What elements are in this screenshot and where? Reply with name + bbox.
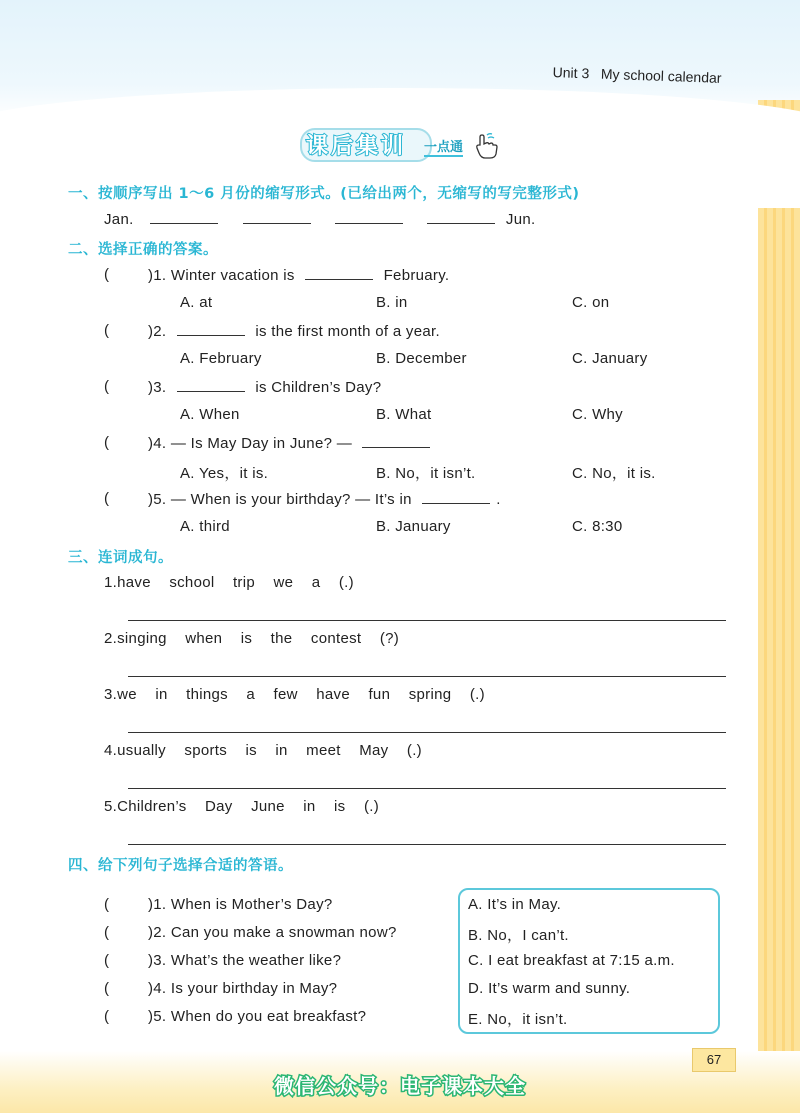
right-page-edge-stripe <box>758 100 800 1113</box>
section1-title: 一、按顺序写出 1～6 月份的缩写形式。(已给出两个，无缩写的写完整形式) <box>68 186 580 202</box>
month-blank[interactable] <box>427 210 495 224</box>
month-last: Jun. <box>505 211 536 228</box>
pointing-hand-icon <box>474 132 500 160</box>
option-a[interactable]: A. at <box>180 294 213 311</box>
answer-paren[interactable]: ( <box>104 924 109 941</box>
answer-option-e[interactable]: E. No，it isn’t. <box>468 1011 568 1028</box>
word: (.) <box>469 686 485 703</box>
question-number: )4. <box>148 980 167 997</box>
question-number: )5. <box>148 491 167 508</box>
word: in <box>275 742 288 759</box>
question-number: )2. <box>148 323 167 340</box>
s4-q2 <box>148 924 397 941</box>
page-number: 67 <box>692 1048 736 1072</box>
watermark-text: 微信公众号：电子课本大全 <box>274 1074 526 1098</box>
s3-item3 <box>104 686 485 703</box>
option-a[interactable]: A. When <box>180 406 240 423</box>
word: we <box>117 686 137 703</box>
word: spring <box>408 686 452 703</box>
word: in <box>303 798 316 815</box>
s4-q4 <box>148 980 337 997</box>
word: sports <box>184 742 228 759</box>
word: Day <box>205 798 233 815</box>
section4-title: 四、给下列句子选择合适的答语。 <box>68 858 293 874</box>
answer-paren[interactable]: ( <box>104 952 109 969</box>
unit-label: Unit 3 <box>552 64 590 82</box>
s2-q1 <box>148 266 449 284</box>
months-line <box>104 210 535 228</box>
s4-q5 <box>148 1008 366 1025</box>
option-c[interactable]: C. January <box>572 350 648 367</box>
word: have <box>117 574 151 591</box>
answer-blank[interactable] <box>177 378 245 392</box>
question-number: )5. <box>148 1008 167 1025</box>
s3-item2 <box>104 630 399 647</box>
s3-item5 <box>104 798 379 815</box>
word: (.) <box>406 742 422 759</box>
option-a[interactable]: A. Yes，it is. <box>180 465 269 482</box>
month-blank[interactable] <box>150 210 218 224</box>
word: singing <box>117 630 167 647</box>
question-number: )1. <box>148 896 167 913</box>
item-number: 1. <box>104 574 118 591</box>
answer-line[interactable] <box>128 732 726 733</box>
question-text: is Children’s Day? <box>255 379 382 396</box>
answer-paren[interactable]: ( <box>104 490 109 507</box>
answer-blank[interactable] <box>422 490 490 504</box>
question-number: )3. <box>148 952 167 969</box>
question-text: What’s the weather like? <box>170 952 342 969</box>
answer-line[interactable] <box>128 788 726 789</box>
word: a <box>311 574 321 591</box>
option-a[interactable]: A. third <box>180 518 230 535</box>
word: is <box>334 798 346 815</box>
question-text: — When is your birthday? — It’s in <box>170 491 412 508</box>
answer-blank[interactable] <box>362 434 430 448</box>
word: the <box>270 630 293 647</box>
question-number: )4. <box>148 435 167 452</box>
question-text: — Is May Day in June? — <box>170 435 353 452</box>
word: have <box>316 686 350 703</box>
option-b[interactable]: B. No，it isn’t. <box>376 465 476 482</box>
banner-title: 课后集训 <box>306 134 407 159</box>
unit-title: My school calendar <box>600 65 722 86</box>
s4-q3 <box>148 952 341 969</box>
s2-q5 <box>148 490 501 508</box>
word: (?) <box>379 630 400 647</box>
word: is <box>245 742 257 759</box>
section3-title: 三、连词成句。 <box>68 550 173 566</box>
answer-paren[interactable]: ( <box>104 896 109 913</box>
word: May <box>359 742 389 759</box>
word: June <box>251 798 285 815</box>
word: we <box>273 574 294 591</box>
word: is <box>240 630 253 647</box>
answer-option-c[interactable]: C. I eat breakfast at 7:15 a.m. <box>468 952 675 969</box>
question-number: )3. <box>148 379 167 396</box>
option-b[interactable]: B. What <box>376 406 432 423</box>
word: in <box>155 686 168 703</box>
option-c[interactable]: C. No，it is. <box>572 465 656 482</box>
word: fun <box>368 686 391 703</box>
word: meet <box>306 742 341 759</box>
question-text: is the first month of a year. <box>255 323 440 340</box>
word: things <box>186 686 228 703</box>
answer-blank[interactable] <box>177 322 245 336</box>
word: (.) <box>363 798 379 815</box>
s2-q2 <box>148 322 440 340</box>
option-c[interactable]: C. Why <box>572 406 623 423</box>
question-text: When is Mother’s Day? <box>170 896 333 913</box>
question-text: . <box>496 491 501 508</box>
item-number: 3. <box>104 686 118 703</box>
word: usually <box>117 742 166 759</box>
word: (.) <box>338 574 354 591</box>
question-text: Is your birthday in May? <box>170 980 338 997</box>
s2-q3 <box>148 378 381 396</box>
word: trip <box>232 574 256 591</box>
option-a[interactable]: A. February <box>180 350 262 367</box>
answer-option-d[interactable]: D. It’s warm and sunny. <box>468 980 631 997</box>
s3-item1 <box>104 574 354 591</box>
month-blank[interactable] <box>335 210 403 224</box>
question-text: Can you make a snowman now? <box>170 924 397 941</box>
question-number: )2. <box>148 924 167 941</box>
option-b[interactable]: B. January <box>376 518 451 535</box>
word: Children’s <box>117 798 187 815</box>
word: few <box>273 686 298 703</box>
option-c[interactable]: C. on <box>572 294 610 311</box>
answer-line[interactable] <box>128 620 726 621</box>
answer-paren[interactable]: ( <box>104 322 109 339</box>
question-number: )1. <box>148 267 167 284</box>
answer-line[interactable] <box>128 676 726 677</box>
s4-q1 <box>148 896 333 913</box>
answer-blank[interactable] <box>305 266 373 280</box>
banner-subtitle: 一点通 <box>424 136 463 157</box>
answer-paren[interactable]: ( <box>104 1008 109 1025</box>
item-number: 4. <box>104 742 118 759</box>
item-number: 5. <box>104 798 118 815</box>
option-b[interactable]: B. in <box>376 294 408 311</box>
answer-option-b[interactable]: B. No，I can’t. <box>468 927 569 944</box>
answer-paren[interactable]: ( <box>104 980 109 997</box>
month-blank[interactable] <box>243 210 311 224</box>
option-c[interactable]: C. 8:30 <box>572 518 623 535</box>
answer-paren[interactable]: ( <box>104 434 109 451</box>
answer-paren[interactable]: ( <box>104 378 109 395</box>
s3-item4 <box>104 742 422 759</box>
section2-title: 二、选择正确的答案。 <box>68 242 218 258</box>
word: school <box>169 574 215 591</box>
item-number: 2. <box>104 630 118 647</box>
word: when <box>185 630 223 647</box>
question-text: Winter vacation is <box>170 267 295 284</box>
answer-line[interactable] <box>128 844 726 845</box>
question-text: February. <box>383 267 450 284</box>
word: contest <box>310 630 362 647</box>
answer-paren[interactable]: ( <box>104 266 109 283</box>
s2-q4 <box>148 434 436 452</box>
section-banner <box>300 124 500 164</box>
answer-option-a[interactable]: A. It’s in May. <box>468 896 562 913</box>
question-text: When do you eat breakfast? <box>170 1008 367 1025</box>
option-b[interactable]: B. December <box>376 350 467 367</box>
word: a <box>246 686 256 703</box>
month-first: Jan. <box>104 211 134 228</box>
